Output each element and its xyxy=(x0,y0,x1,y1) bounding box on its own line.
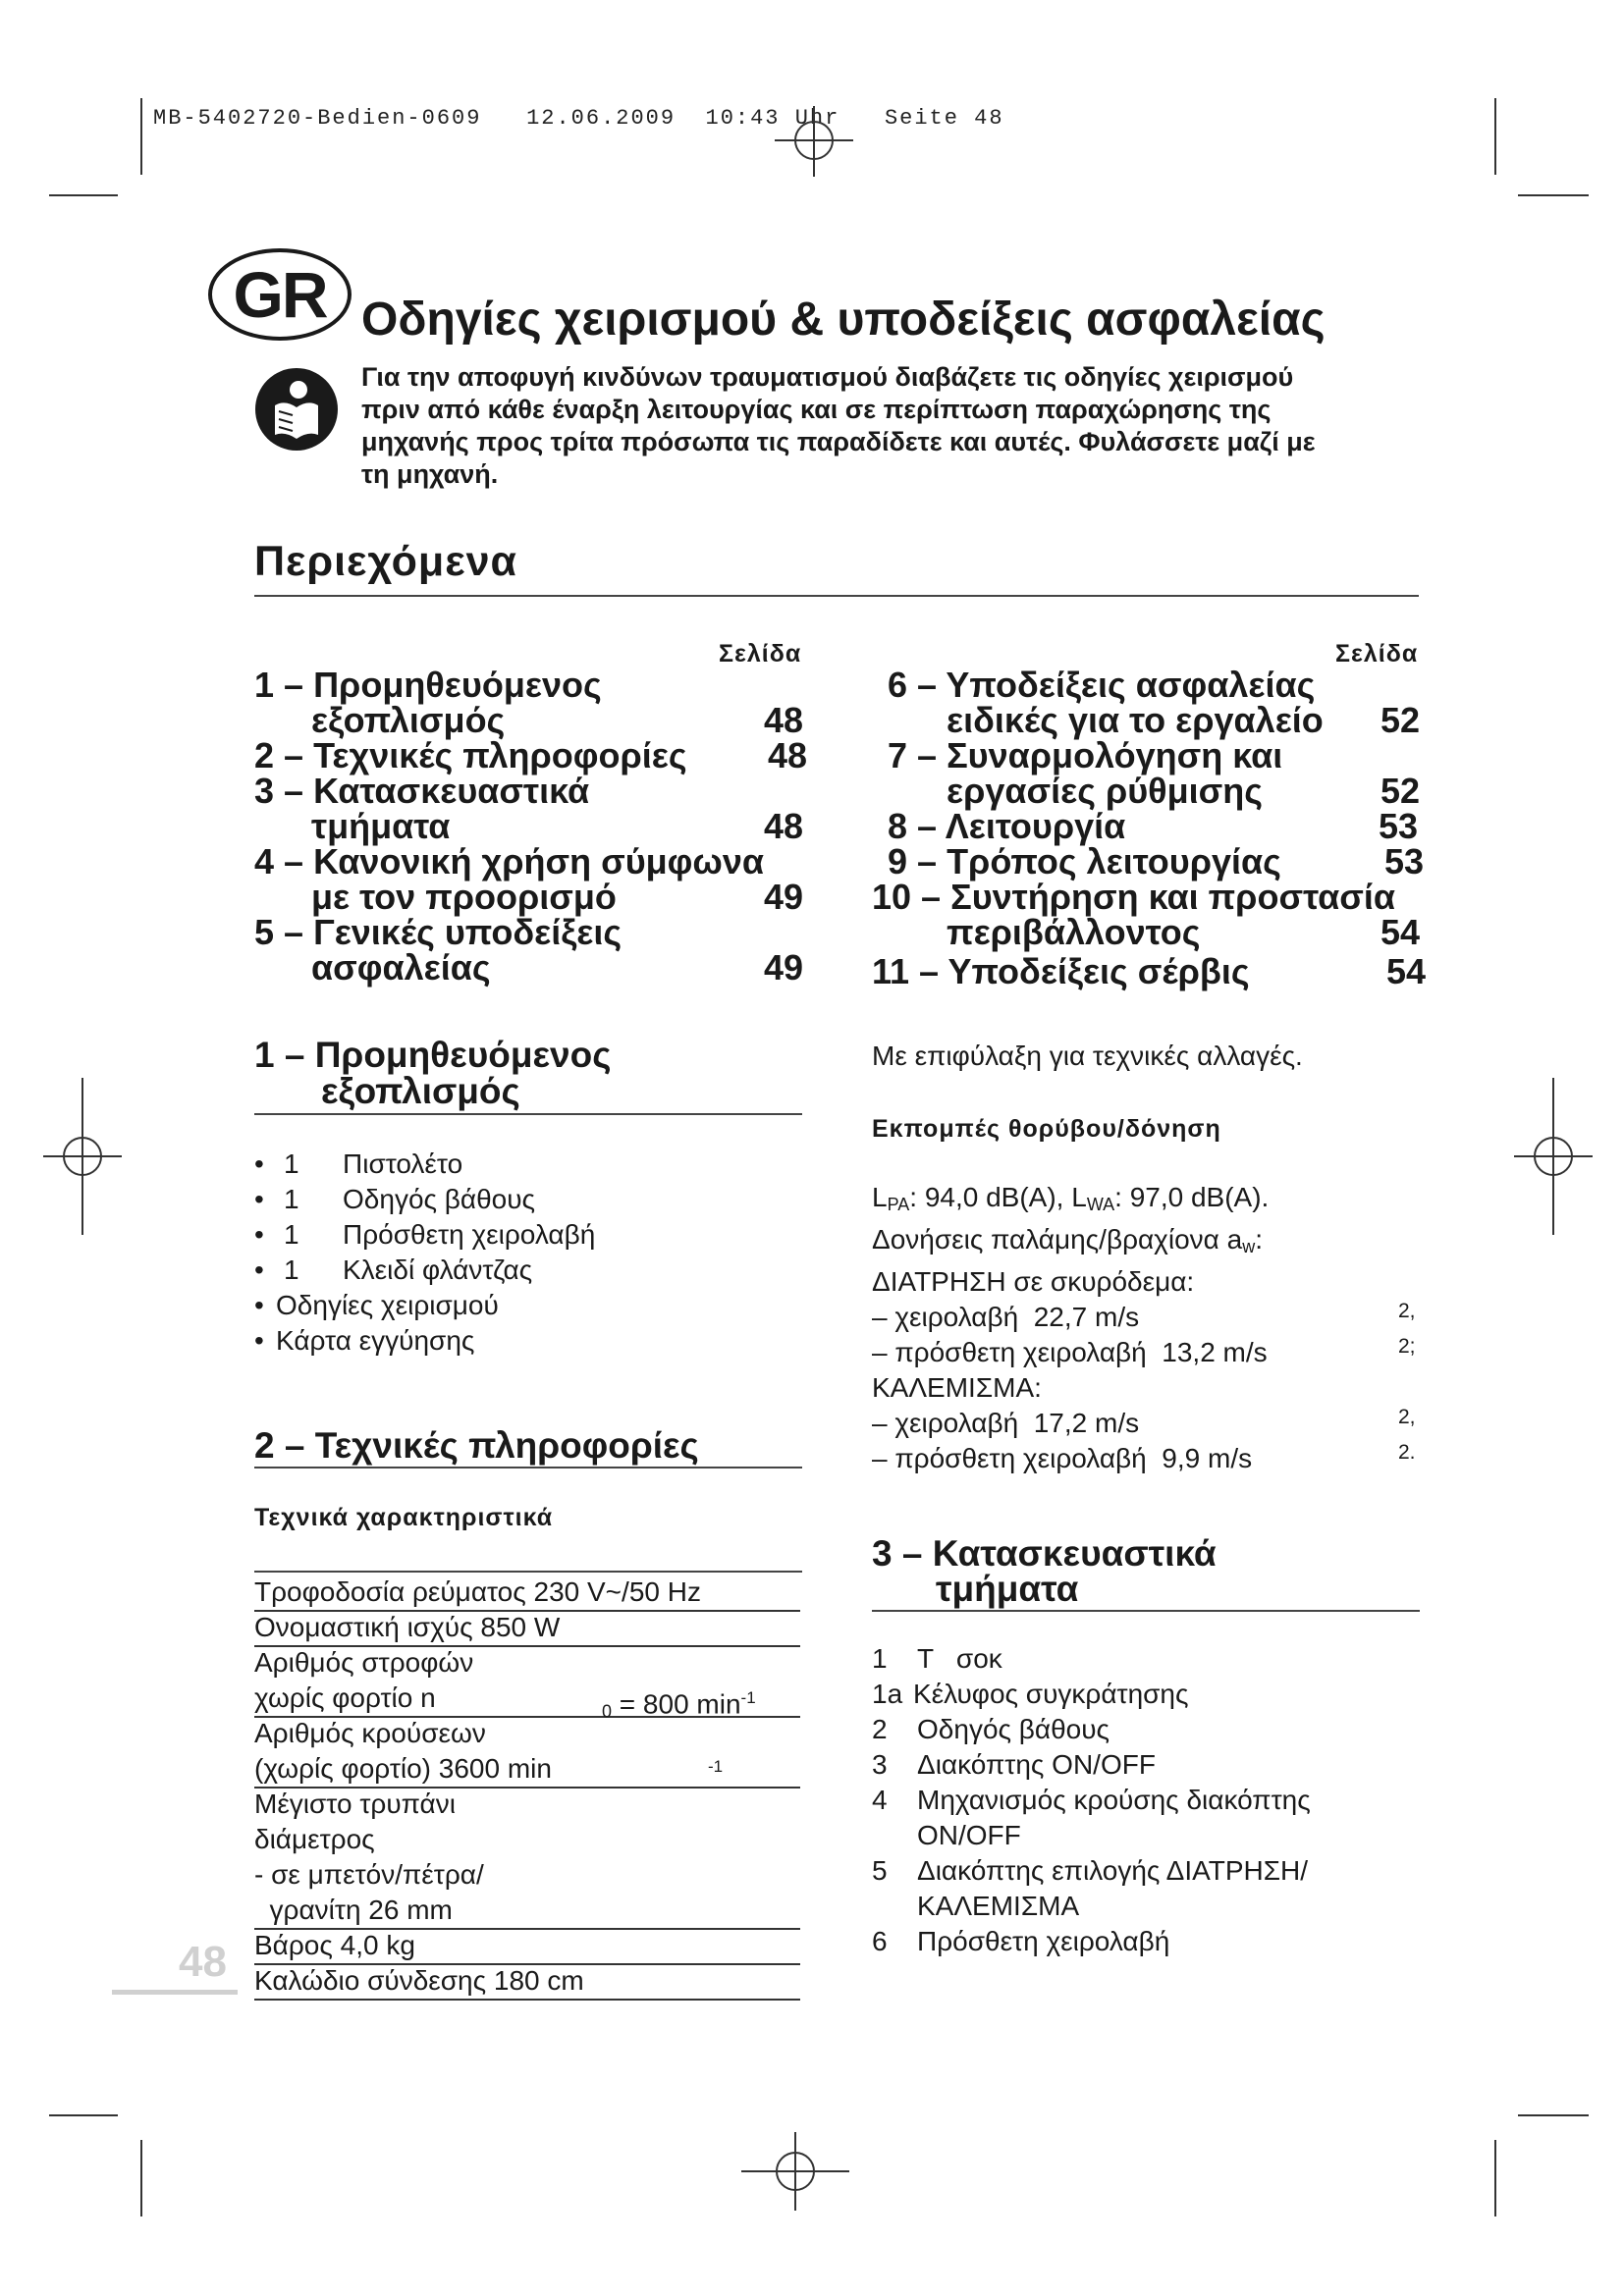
item-text: Πρόσθετη χειρολαβή xyxy=(343,1219,596,1250)
toc-num: 2 – xyxy=(254,735,304,775)
item-text: Κάρτα εγγύησης xyxy=(276,1325,475,1356)
spec-row: Αριθμός στροφών xyxy=(254,1647,474,1678)
toc-title: Συντήρηση και προστασία xyxy=(950,877,1396,917)
spec-row: Αριθμός κρούσεων xyxy=(254,1718,486,1748)
print-date: 12.06.2009 xyxy=(526,106,677,131)
toc-page: 53 xyxy=(1383,841,1424,881)
part-item: 1a Κέλυφος συγκράτησης xyxy=(872,1679,1189,1709)
intro-line: πριν από κάθε έναρξη λειτουργίας και σε περίπτωση παραχώρησης της xyxy=(361,395,1272,424)
part-item: 4 Μηχανισμός κρούσης διακόπτης xyxy=(872,1785,1311,1815)
page-title: Οδηγίες χειρισμού & υποδείξεις ασφαλείας xyxy=(361,294,1326,346)
vibration-row: – πρόσθετη χειρολαβή 9,9 m/s 2. xyxy=(872,1441,1416,1473)
section-heading-cont: τμήματα xyxy=(936,1569,1079,1609)
toc-num: 7 – xyxy=(888,735,938,775)
crop-mark xyxy=(49,2114,118,2116)
vibration-row: – χειρολαβή 22,7 m/s 2, xyxy=(872,1300,1416,1332)
list-item: • 1 Οδηγός βάθους xyxy=(254,1182,804,1217)
toc-title: Κανονική χρήση σύμφωνα xyxy=(313,841,764,881)
toc-num: 11 – xyxy=(872,951,940,991)
parts-list xyxy=(872,1641,1422,1959)
part-item: 5 Διακόπτης επιλογής ΔΙΑΤΡΗΣΗ/ xyxy=(872,1855,1309,1886)
tech-change-note: Με επιφύλαξη για τεχνικές αλλαγές. xyxy=(872,1041,1303,1071)
toc-entry[interactable] xyxy=(254,667,602,703)
toc-title-cont: ασφαλείας xyxy=(311,947,491,988)
toc-entry[interactable] xyxy=(888,735,1283,775)
item-qty: 1 xyxy=(284,1255,299,1285)
spec-row: Μέγιστο τρυπάνι xyxy=(254,1789,456,1819)
toc-page: 48 xyxy=(763,806,803,846)
toc-title: Τεχνικές πληροφορίες xyxy=(313,735,687,775)
toc-num: 9 – xyxy=(888,841,938,881)
toc-title: Συναρμολόγηση και xyxy=(947,735,1283,775)
spec-row: διάμετρος xyxy=(254,1824,375,1854)
toc-title-cont: ειδικές για το εργαλείο xyxy=(947,700,1324,740)
noise-values xyxy=(872,1180,1422,1476)
item-text: Πιστολέτο xyxy=(343,1148,463,1179)
toc-entry[interactable] xyxy=(254,735,687,775)
toc-num: 10 – xyxy=(872,877,942,917)
list-item: • 1 Πιστολέτο xyxy=(254,1147,804,1182)
toc-num: 1 – xyxy=(254,665,304,705)
toc-title-cont: εξοπλισμός xyxy=(311,700,506,740)
read-manual-icon xyxy=(253,366,340,453)
registration-target-icon xyxy=(770,106,858,185)
toc-title: Τρόπος λειτουργίας xyxy=(947,841,1281,881)
toc-title: Λειτουργία xyxy=(945,806,1126,846)
toc-entry[interactable] xyxy=(888,667,1315,703)
toc-title: Κατασκευαστικά xyxy=(313,771,590,811)
toc-title: Υποδείξεις ασφαλείας xyxy=(946,665,1316,705)
part-item: 1 Τ σοκ xyxy=(872,1643,1002,1674)
toc-entry[interactable] xyxy=(872,877,1396,917)
spec-row: Βάρος 4,0 kg xyxy=(254,1928,800,1965)
toc-title-cont: περιβάλλοντος xyxy=(947,912,1201,952)
crop-mark xyxy=(140,2140,142,2216)
contents-heading: Περιεχόμενα xyxy=(254,538,517,585)
crop-mark xyxy=(1494,2140,1496,2216)
spec-label: (χωρίς φορτίο) 3600 min xyxy=(254,1753,552,1784)
item-text: Κλειδί φλάντζας xyxy=(343,1255,533,1285)
toc-entry[interactable] xyxy=(254,841,764,881)
toc-entry[interactable] xyxy=(872,951,1250,991)
toc-title-cont: τμήματα xyxy=(311,806,451,846)
vibration-row: – πρόσθετη χειρολαβή 13,2 m/s 2; xyxy=(872,1335,1416,1367)
drill-label: ΔΙΑΤΡΗΣΗ σε σκυρόδεμα: xyxy=(872,1266,1195,1297)
toc-entry[interactable] xyxy=(888,841,1281,881)
supplied-list xyxy=(254,1147,804,1359)
registration-target-icon xyxy=(43,1078,132,1235)
vibration-row: – χειρολαβή 17,2 m/s 2, xyxy=(872,1406,1416,1438)
vibration-label: Δονήσεις παλάμης/βραχίονα $a_w$: xyxy=(872,1224,1263,1256)
item-qty: 1 xyxy=(284,1219,299,1250)
print-page-label: Seite 48 xyxy=(884,106,1004,131)
toc-entry[interactable] xyxy=(254,771,590,811)
spec-row xyxy=(254,1751,800,1789)
spec-row: Τροφοδοσία ρεύματος 230 V~/50 Hz xyxy=(254,1575,800,1612)
print-file: MB-5402720-Bedien-0609 xyxy=(153,106,482,131)
item-qty: 1 xyxy=(284,1184,299,1214)
spec-row xyxy=(254,1681,800,1722)
spec-label: χωρίς φορτίο n xyxy=(254,1682,436,1713)
country-badge xyxy=(208,248,352,341)
divider xyxy=(872,1610,1420,1612)
spec-row: - σε μπετόν/πέτρα/ xyxy=(254,1859,484,1890)
spec-row: γρανίτη 26 mm xyxy=(254,1893,800,1930)
crop-mark xyxy=(1494,98,1496,175)
toc-title: Υποδείξεις σέρβις xyxy=(947,951,1250,991)
item-text: Οδηγός βάθους xyxy=(343,1184,536,1214)
print-header xyxy=(153,106,1004,131)
list-item: • Κάρτα εγγύησης xyxy=(254,1323,804,1359)
intro-text xyxy=(361,361,1530,491)
section-heading: 3 – Κατασκευαστικά xyxy=(872,1533,1217,1574)
part-item: 3 Διακόπτης ON/OFF xyxy=(872,1749,1156,1780)
spec-row: Καλώδιο σύνδεσης 180 cm xyxy=(254,1963,800,2001)
toc-page: 48 xyxy=(763,700,803,740)
toc-num: 3 – xyxy=(254,771,304,811)
item-text: Οδηγίες χειρισμού xyxy=(276,1290,499,1320)
specs-subheading: Τεχνικά χαρακτηριστικά xyxy=(254,1504,554,1531)
list-item: • Οδηγίες χειρισμού xyxy=(254,1288,804,1323)
page-number-bar xyxy=(112,1990,238,1995)
toc-page: 54 xyxy=(1380,912,1420,952)
toc-entry[interactable] xyxy=(888,806,1126,846)
toc-title: Προμηθευόμενος xyxy=(313,665,602,705)
toc-page: 53 xyxy=(1378,806,1418,846)
spec-value: = 800 min xyxy=(612,1688,741,1720)
section-heading: 2 – Τεχνικές πληροφορίες xyxy=(254,1425,699,1466)
spec-row: Ονομαστική ισχύς 850 W xyxy=(254,1610,800,1647)
toc-title-cont: με τον προορισμό xyxy=(311,877,617,917)
toc-page: 49 xyxy=(763,947,803,988)
toc-num: 5 – xyxy=(254,912,304,952)
country-badge-label: GR xyxy=(233,258,327,331)
list-item: • 1 Κλειδί φλάντζας xyxy=(254,1253,804,1288)
section-heading: 1 – Προμηθευόμενος xyxy=(254,1035,612,1075)
intro-line: μηχανής προς τρίτα πρόσωπα τις παραδίδετε και αυτές. Φυλάσσετε μαζί με xyxy=(361,427,1316,456)
toc-num: 4 – xyxy=(254,841,304,881)
crop-mark xyxy=(1518,194,1589,196)
toc-title-cont: εργασίες ρύθμισης xyxy=(947,771,1263,811)
item-qty: 1 xyxy=(284,1148,299,1179)
toc-page: 48 xyxy=(767,735,807,775)
divider xyxy=(254,1467,802,1468)
toc-page: 52 xyxy=(1380,700,1420,740)
divider xyxy=(254,595,1419,597)
part-item: 2 Οδηγός βάθους xyxy=(872,1714,1110,1744)
spec-exp: -1 xyxy=(740,1688,756,1707)
registration-target-icon xyxy=(736,2132,854,2211)
toc-page: 54 xyxy=(1385,951,1426,991)
list-item: • 1 Πρόσθετη χειρολαβή xyxy=(254,1217,804,1253)
noise-heading: Εκπομπές θορύβου/δόνηση xyxy=(872,1115,1221,1143)
intro-line: τη μηχανή. xyxy=(361,459,499,489)
toc-num: 8 – xyxy=(888,806,938,846)
toc-page: 49 xyxy=(763,877,803,917)
toc-title: Γενικές υποδείξεις xyxy=(313,912,623,952)
chisel-label: ΚΑΛΕΜΙΣΜΑ: xyxy=(872,1372,1042,1403)
intro-line: Για την αποφυγή κινδύνων τραυματισμού διαβάζετε τις οδηγίες χειρισμού xyxy=(361,362,1294,392)
divider xyxy=(254,1113,802,1115)
page-number: 48 xyxy=(179,1938,227,1986)
crop-mark xyxy=(49,194,118,196)
toc-page-label: Σελίδα xyxy=(1335,640,1419,667)
part-item: ΚΑΛΕΜΙΣΜΑ xyxy=(917,1891,1080,1921)
part-item: ON/OFF xyxy=(917,1820,1021,1850)
spec-sub: 0 xyxy=(602,1701,613,1722)
toc-num: 6 – xyxy=(888,665,938,705)
spec-exp: -1 xyxy=(708,1757,724,1776)
toc-page: 52 xyxy=(1380,771,1420,811)
sound-levels: $L_{PA}$: 94,0 dB(A), $L_{WA}$: 97,0 dB(A). xyxy=(872,1182,1270,1214)
section-heading-cont: εξοπλισμός xyxy=(321,1071,520,1111)
toc-page-label: Σελίδα xyxy=(719,640,802,667)
part-item: 6 Πρόσθετη χειρολαβή xyxy=(872,1926,1170,1956)
crop-mark xyxy=(140,98,142,175)
toc-entry[interactable] xyxy=(254,912,623,952)
registration-target-icon xyxy=(1512,1078,1600,1235)
print-time: 10:43 Uhr xyxy=(705,106,840,131)
crop-mark xyxy=(1518,2114,1589,2116)
divider xyxy=(254,1571,802,1573)
